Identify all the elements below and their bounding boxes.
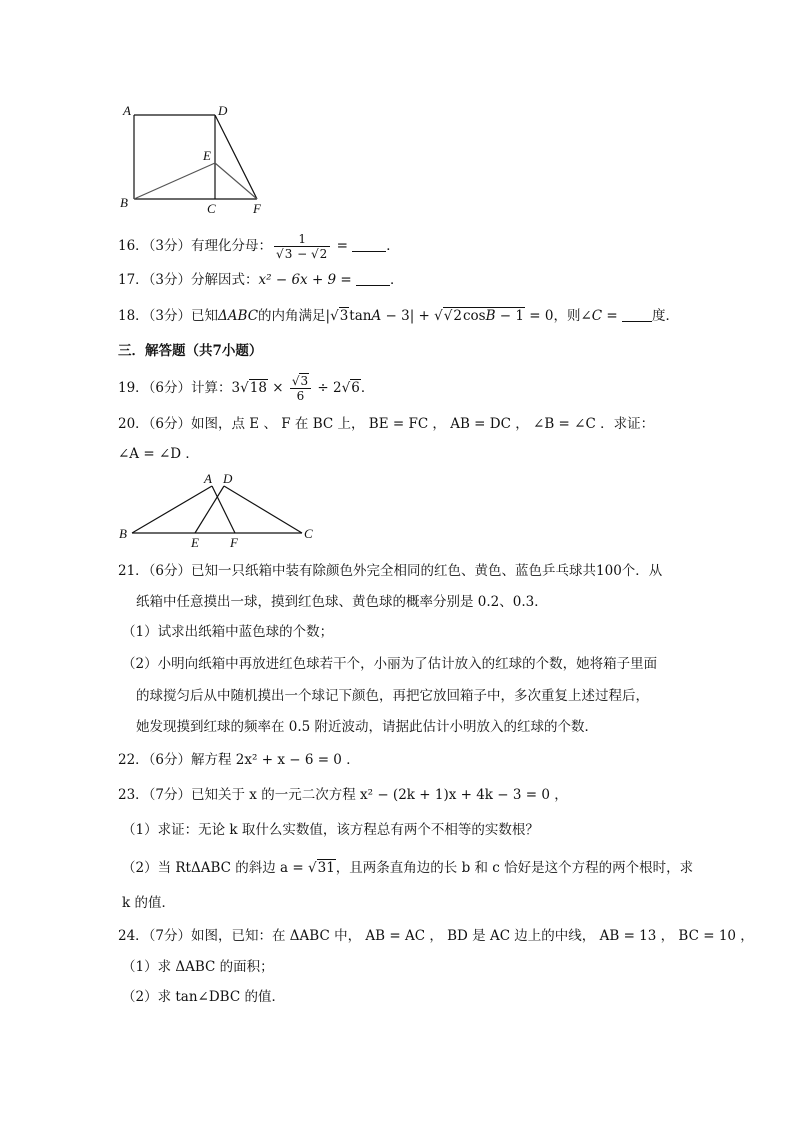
- question-19: 19．（6分）计算：3√18 × $\frac{√3}{6}$ ÷ 2√6．: [118, 374, 375, 403]
- label-d2: D: [223, 471, 233, 486]
- question-21-part2c: 她发现摸到红球的频率在 0.5 附近波动，请据此估计小明放入的红球的个数．: [136, 719, 599, 735]
- question-21-part1: （1）试求出纸箱中蓝色球的个数；: [122, 624, 334, 640]
- question-18: 18．（3分）已知ΔABC的内角满足|√3tanA − 3| + √√2cosB − 1 = 0，则∠C = 度．: [118, 308, 680, 324]
- question-20-line1: 20．（6分）如图，点 E 、 F 在 BC 上， BE = FC ， AB = DC ， ∠B = ∠C ．求证：: [118, 416, 655, 432]
- label-b: B: [120, 195, 128, 210]
- question-23-part1: （1）求证：无论 k 取什么实数值，该方程总有两个不相等的实数根？: [122, 822, 539, 838]
- question-21-line2: 纸箱中任意摸出一球，摸到红色球、黄色球的概率分别是 0.2、0.3．: [136, 594, 548, 610]
- label-f2: F: [230, 535, 238, 548]
- label-a2: A: [204, 471, 212, 486]
- question-22: 22．（6分）解方程 2x² + x − 6 = 0 ．: [118, 752, 360, 768]
- question-17: 17．（3分）分解因式：x² − 6x + 9 = ．: [118, 272, 404, 288]
- label-e: E: [203, 148, 211, 163]
- question-21-part2a: （2）小明向纸箱中再放进红色球若干个，小丽为了估计放入的红球的个数，她将箱子里面: [122, 656, 658, 672]
- question-23-line1: 23．（7分）已知关于 x 的一元二次方程 x² − (2k + 1)x + 4k − 3 = 0 ，: [118, 787, 568, 803]
- question-16: 16．（3分）有理化分母： $\frac{1}{√3 - √2}$ = ．: [118, 232, 400, 261]
- label-e2: E: [191, 535, 199, 548]
- label-c2: C: [304, 526, 313, 541]
- question-24-line1: 24．（7分）如图，已知：在 ΔABC 中， AB = AC ， BD 是 AC 边上的中线， AB = 13 ， BC = 10 ，: [118, 928, 754, 944]
- label-b2: B: [119, 526, 127, 541]
- question-24-part1: （1）求 ΔABC 的面积；: [122, 959, 274, 975]
- question-20-line2: ∠A = ∠D ．: [118, 446, 199, 462]
- figure-square-abcd: [116, 100, 286, 215]
- question-23-part2a: （2）当 RtΔABC 的斜边 a = √31，且两条直角边的长 b 和 c 恰好是这个方程的两个根时，求: [122, 860, 694, 876]
- label-c: C: [207, 201, 216, 215]
- section-header: 三．解答题（共7小题）: [118, 343, 263, 359]
- question-23-part2b: k 的值．: [122, 895, 175, 911]
- label-f: F: [253, 201, 261, 215]
- question-24-part2: （2）求 tan∠DBC 的值．: [122, 989, 285, 1005]
- label-a: A: [123, 103, 131, 118]
- question-21-line1: 21．（6分）已知一只纸箱中装有除颜色外完全相同的红色、黄色、蓝色乒乓球共100个．从: [118, 563, 663, 579]
- question-21-part2b: 的球搅匀后从中随机摸出一个球记下颜色，再把它放回箱子中，多次重复上述过程后，: [136, 688, 649, 704]
- label-d: D: [218, 103, 228, 118]
- figure-triangles: [114, 468, 324, 548]
